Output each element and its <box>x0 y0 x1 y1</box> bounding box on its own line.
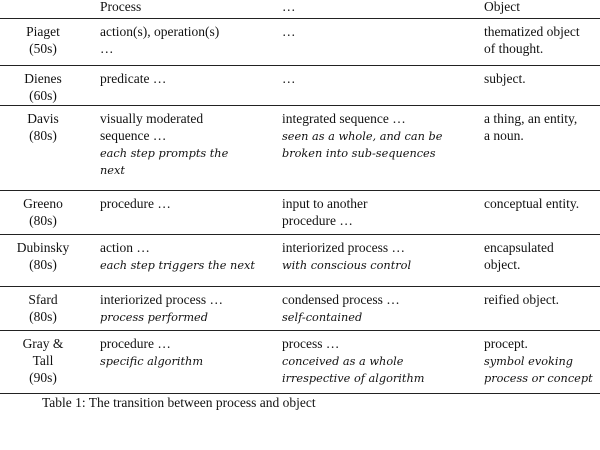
table-header <box>0 0 600 18</box>
middle-cell <box>282 70 472 87</box>
author-line: Dienes <box>24 71 62 86</box>
author-line: (80s) <box>29 257 57 272</box>
author-cell <box>0 70 86 104</box>
cell-text: … <box>100 41 114 56</box>
author-line: (50s) <box>29 41 57 56</box>
cell-text: visually moderated <box>100 111 204 126</box>
table-row <box>0 286 600 330</box>
author-line: Greeno <box>23 196 63 211</box>
cell-text: … <box>282 71 296 86</box>
table-row <box>0 234 600 286</box>
cell-text: procedure … <box>282 213 353 228</box>
cell-text: process … <box>282 336 340 351</box>
table-caption: Table 1: The transition between process and object <box>42 395 316 410</box>
table-row <box>0 330 600 393</box>
author-line: (90s) <box>29 370 57 385</box>
author-line: Piaget <box>26 24 60 39</box>
object-cell <box>484 291 600 308</box>
cell-note: each step triggers the next <box>100 259 255 272</box>
author-line: (80s) <box>29 128 57 143</box>
cell-text: conceptual entity. <box>484 196 580 211</box>
cell-note: broken into sub-sequences <box>282 147 436 160</box>
middle-cell <box>282 110 472 162</box>
author-line: Dubinsky <box>16 240 70 255</box>
cell-text: interiorized process … <box>100 292 223 307</box>
author-cell <box>0 335 86 386</box>
author-line: (60s) <box>29 88 57 103</box>
cell-text: input to another <box>282 196 368 211</box>
object-cell <box>484 110 600 144</box>
process-cell <box>100 23 272 57</box>
cell-text: procedure … <box>100 336 171 351</box>
cell-text: procept. <box>484 336 528 351</box>
process-cell <box>100 291 272 326</box>
author-line: (80s) <box>29 309 57 324</box>
author-line: Gray & <box>22 336 64 351</box>
process-cell <box>100 195 272 212</box>
table-row <box>0 65 600 105</box>
cell-note: specific algorithm <box>100 355 204 368</box>
cell-text: sequence … <box>100 128 167 143</box>
cell-text: reified object. <box>484 292 559 307</box>
cell-text: … <box>282 24 296 39</box>
author-cell <box>0 239 86 273</box>
cell-text: action … <box>100 240 150 255</box>
cell-text: integrated sequence … <box>282 111 406 126</box>
cell-text: condensed process … <box>282 292 400 307</box>
cell-text: object. <box>484 257 521 272</box>
middle-cell <box>282 239 472 274</box>
cell-text: subject. <box>484 71 526 86</box>
cell-text: encapsulated <box>484 240 554 255</box>
object-cell <box>484 23 600 57</box>
process-cell <box>100 335 272 370</box>
cell-text: predicate … <box>100 71 167 86</box>
object-cell <box>484 195 600 212</box>
header-process: Process <box>100 0 142 14</box>
author-cell <box>0 23 86 57</box>
object-cell <box>484 335 600 387</box>
author-line: Tall <box>32 353 54 368</box>
process-cell <box>100 239 272 274</box>
author-cell <box>0 291 86 325</box>
author-line: Sfard <box>28 292 58 307</box>
table-row <box>0 18 600 65</box>
cell-text: a noun. <box>484 128 524 143</box>
cell-note: symbol evoking <box>484 355 573 368</box>
cell-note: self-contained <box>282 311 363 324</box>
middle-cell <box>282 195 472 229</box>
author-line: (80s) <box>29 213 57 228</box>
cell-text: thematized object <box>484 24 580 39</box>
cell-note: process performed <box>100 311 208 324</box>
table-row <box>0 190 600 234</box>
object-cell <box>484 239 600 273</box>
table-body <box>0 18 600 393</box>
cell-note: each step prompts the <box>100 147 229 160</box>
cell-text: of thought. <box>484 41 544 56</box>
cell-note: next <box>100 164 125 177</box>
cell-text: a thing, an entity, <box>484 111 578 126</box>
process-cell <box>100 110 272 179</box>
cell-note: with conscious control <box>282 259 412 272</box>
table-row <box>0 105 600 190</box>
author-cell <box>0 195 86 229</box>
cell-note: seen as a whole, and can be <box>282 130 443 143</box>
header-object: Object <box>484 0 520 14</box>
table-bottom-rule <box>0 393 600 394</box>
process-cell <box>100 70 272 87</box>
cell-note: irrespective of algorithm <box>282 372 425 385</box>
cell-text: procedure … <box>100 196 171 211</box>
middle-cell <box>282 335 472 387</box>
cell-note: process or concept <box>484 372 593 385</box>
header-middle: … <box>282 0 296 14</box>
middle-cell <box>282 23 472 40</box>
cell-text: action(s), operation(s) <box>100 24 220 39</box>
author-cell <box>0 110 86 144</box>
cell-note: conceived as a whole <box>282 355 404 368</box>
object-cell <box>484 70 600 87</box>
author-line: Davis <box>27 111 59 126</box>
middle-cell <box>282 291 472 326</box>
cell-text: interiorized process … <box>282 240 405 255</box>
